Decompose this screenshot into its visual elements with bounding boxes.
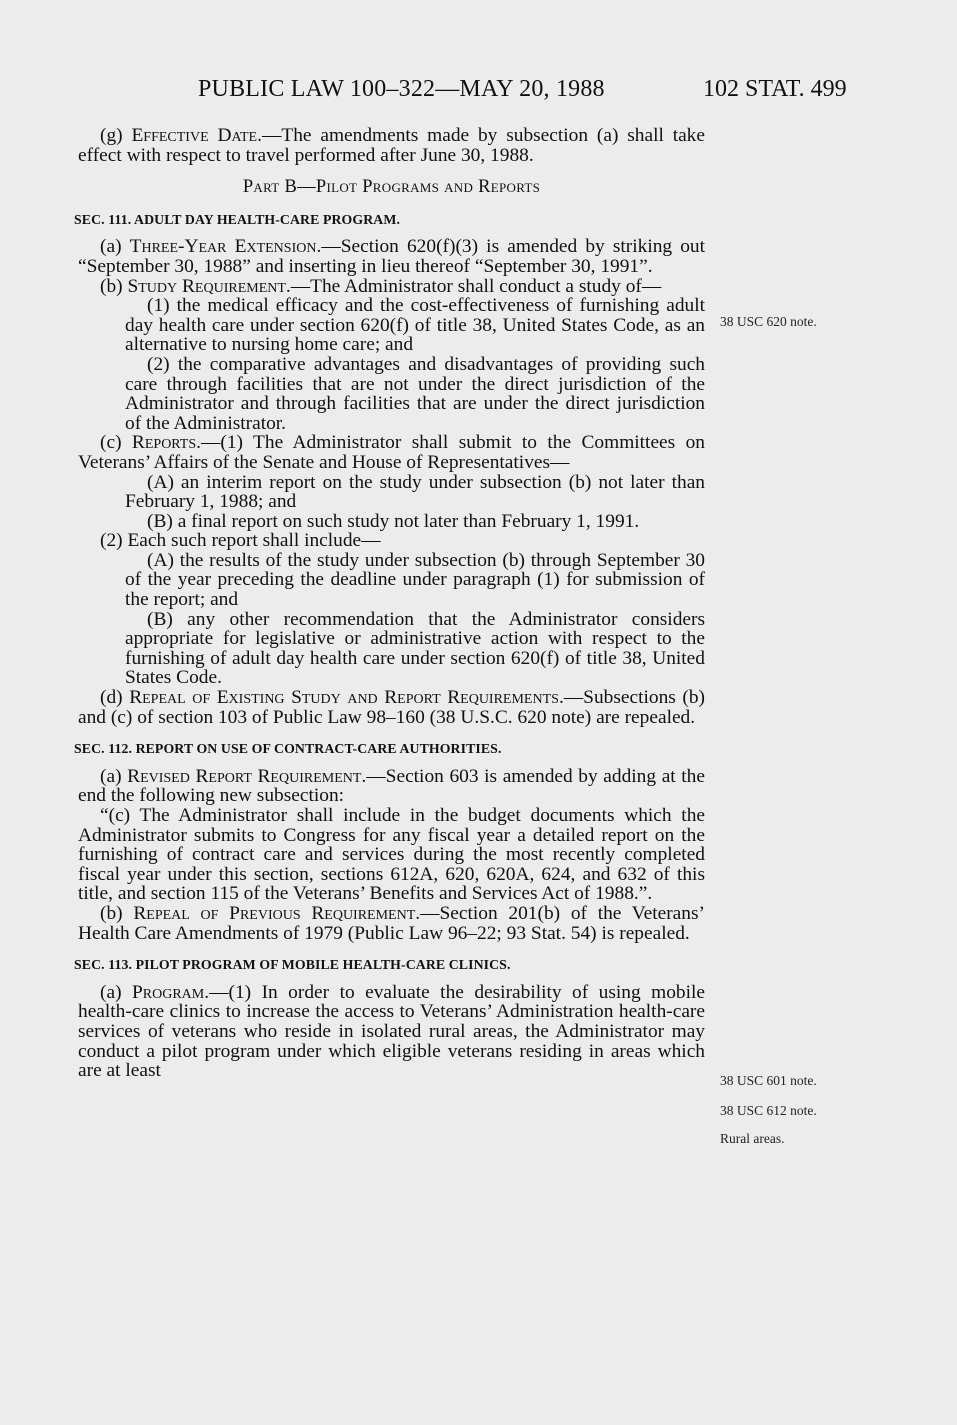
section-111-c-1-A: (A) an interim report on the study under subsection (b) not later than February 1, 1988; and — [125, 471, 705, 513]
section-111-c-2: (2) Each such report shall include— — [100, 530, 381, 552]
section-113-heading: SEC. 113. PILOT PROGRAM OF MOBILE HEALTH-CARE CLINICS. — [74, 957, 511, 973]
section-111-b-2: (2) the comparative advantages and disadvantages of providing such care through facilities that are not under the direct jurisdiction of the Administrator and through facilities that are under the direct jurisdiction of the Administrator. — [125, 353, 705, 434]
page-number: 102 STAT. 499 — [703, 76, 847, 102]
section-112-heading: SEC. 112. REPORT ON USE OF CONTRACT-CARE AUTHORITIES. — [74, 741, 502, 757]
margin-note-601: 38 USC 601 note. — [720, 1073, 817, 1088]
section-111-b-1: (1) the medical efficacy and the cost-effectiveness of furnishing adult day health care under section 620(f) of title 38, United States Code, as an alternative to nursing home care; and — [125, 295, 705, 356]
section-113-a: (a) Program.—(1) In order to evaluate the desirability of using mobile health-care clinics to increase the access to Veterans’ Administration health-care services of veterans who reside in isolated rural areas, the Administrator may conduct a pilot program under which eligible veterans residing in areas which are at least — [78, 981, 706, 1082]
margin-note-620: 38 USC 620 note. — [720, 314, 817, 329]
margin-note-rural: Rural areas. — [720, 1131, 785, 1146]
heading-repeal-existing: Repeal of Existing Study and Report Requirements — [129, 687, 559, 709]
heading-reports: Reports — [131, 432, 197, 454]
part-heading: Part B—Pilot Programs and Reports — [242, 177, 541, 198]
heading-study-requirement: Study Requirement — [127, 275, 286, 297]
heading-revised-report: Revised Report Requirement — [127, 765, 362, 787]
heading-three-year-extension: Three-Year Extension — [129, 236, 317, 258]
section-111-a: (a) Three-Year Extension.—Section 620(f)(3) is amended by striking out “September 30, 1988” and inserting in lieu thereof “September 30, 1991”. — [78, 236, 705, 277]
heading-repeal-previous: Repeal of Previous Requirement — [133, 902, 416, 924]
section-111-d: (d) Repeal of Existing Study and Report Requirements.—Subsections (b) and (c) of section 103 of Public Law 98–160 (38 U.S.C. 620 note) are repealed. — [78, 687, 705, 728]
heading-program: Program — [132, 981, 205, 1003]
section-112-a-quote: “(c) The Administrator shall include in the budget documents which the Administrator submits to Congress for any fiscal year a detailed report on the furnishing of contract care and services during the most recently completed fiscal year under this section, sections 612A, 620, 620A, 624, and 632 of this title, and section 115 of the Veterans’ Benefits and Services Act of 1988.”. — [78, 805, 705, 905]
section-111-b: (b) Study Requirement.—The Administrator shall conduct a study of— — [100, 275, 662, 297]
section-112-a: (a) Revised Report Requirement.—Section 603 is amended by adding at the end the following new subsection: — [78, 765, 705, 807]
section-112-b: (b) Repeal of Previous Requirement.—Section 201(b) of the Veterans’ Health Care Amendments of 1979 (Public Law 96–22; 93 Stat. 54) is repealed. — [78, 902, 705, 944]
running-head-title: PUBLIC LAW 100–322—MAY 20, 1988 — [198, 76, 605, 102]
margin-note-612: 38 USC 612 note. — [720, 1103, 817, 1118]
section-111-c-1-B: (B) a final report on such study not later than February 1, 1991. — [147, 510, 640, 532]
statute-body — [74, 125, 706, 1082]
heading-effective-date: Effective Date — [131, 125, 258, 146]
paragraph-g: (g) Effective Date.—The amendments made by subsection (a) shall take effect with respect to travel performed after June 30, 1988. — [78, 125, 705, 166]
section-111-c-2-B: (B) any other recommendation that the Administrator considers appropriate for legislative or administrative action with respect to the furnishing of adult day health care under section 620(f) of title 38, United States Code. — [125, 608, 705, 689]
section-111-c-2-A: (A) the results of the study under subsection (b) through September 30 of the year preceding the deadline under paragraph (1) for submission of the report; and — [125, 549, 705, 611]
section-111-heading: SEC. 111. ADULT DAY HEALTH-CARE PROGRAM. — [74, 211, 400, 227]
section-111-c: (c) Reports.—(1) The Administrator shall submit to the Committees on Veterans’ Affairs of the Senate and House of Representatives— — [78, 432, 705, 473]
